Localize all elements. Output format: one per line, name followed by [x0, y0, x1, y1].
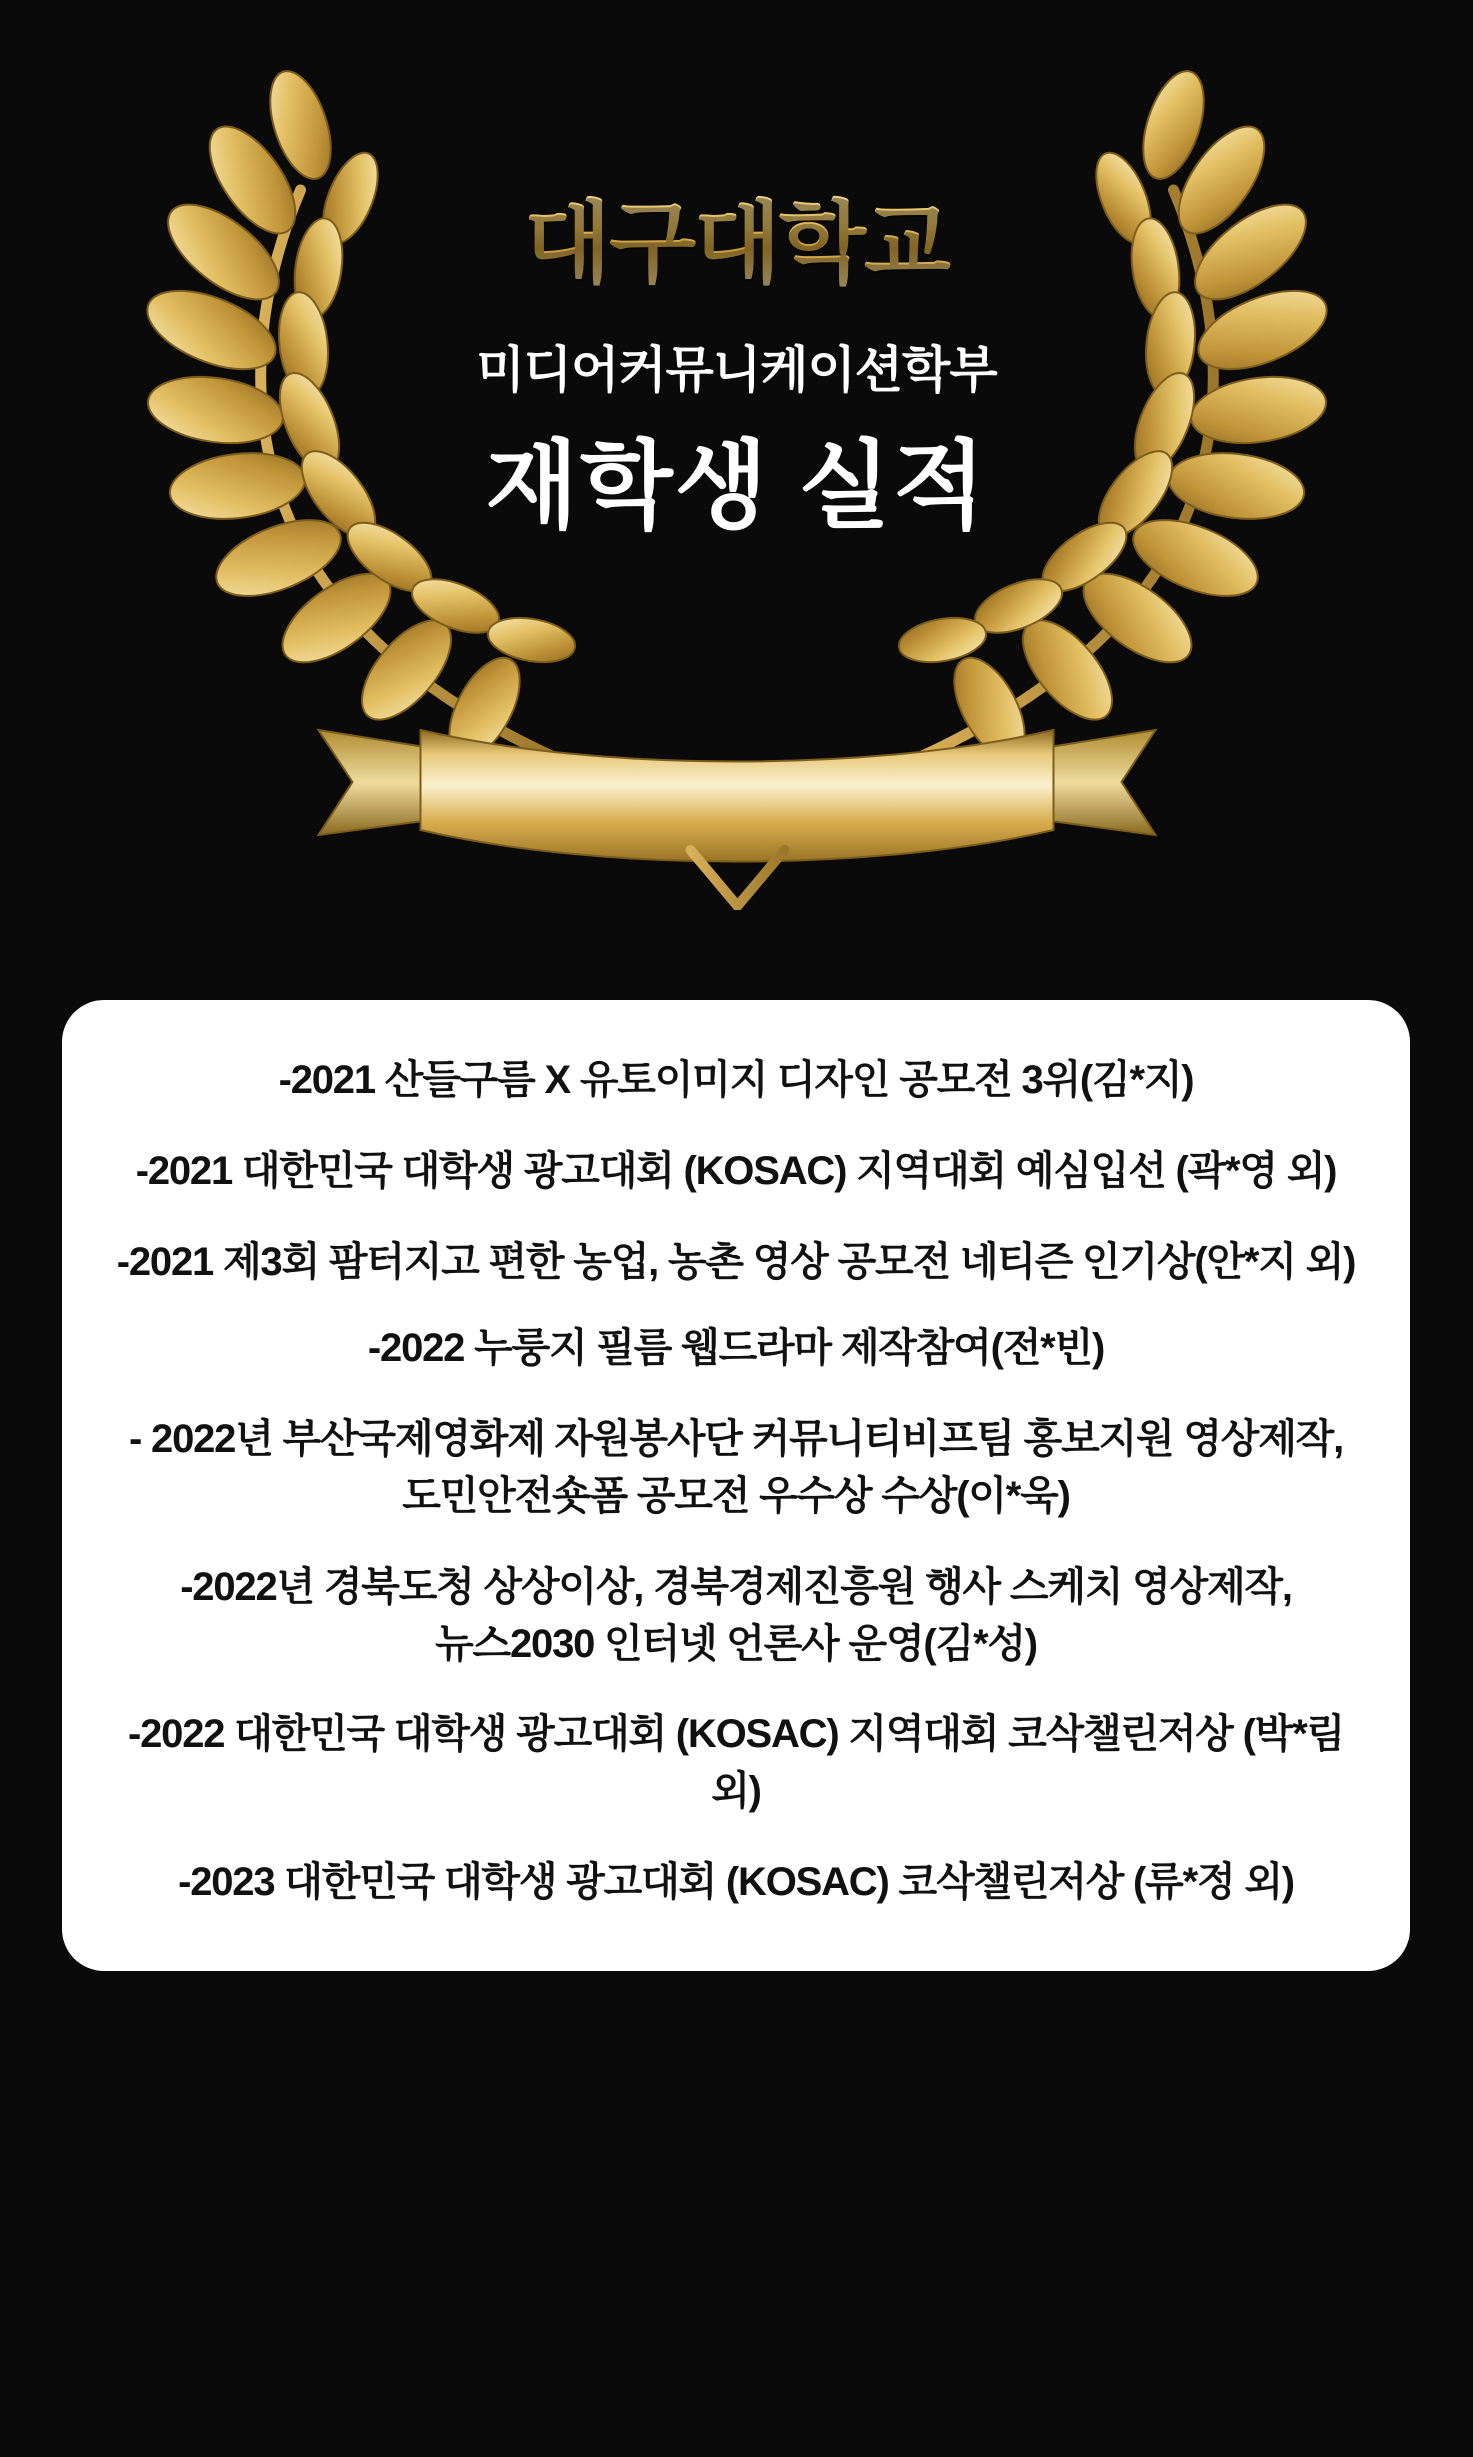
achievement-item: -2021 대한민국 대학생 광고대회 (KOSAC) 지역대회 예심입선 (곽*영 외) — [135, 1148, 1337, 1193]
university-name: 대구대학교 — [0, 170, 1473, 300]
laurel-emblem — [0, 30, 1473, 910]
laurel-wreath-icon — [0, 30, 1473, 910]
achievement-item: -2022년 경북도청 상상이상, 경북경제진흥원 행사 스케치 영상제작, 뉴스2030 인터넷 언론사 운영(김*성) — [180, 1564, 1292, 1666]
achievement-item: -2022 누룽지 필름 웹드라마 제작참여(전*빈) — [367, 1326, 1105, 1371]
achievement-item: - 2022년 부산국제영화제 자원봉사단 커뮤니티비프팀 홍보지원 영상제작, 도민안전숏폼 공모전 우수상 수상(이*욱) — [128, 1417, 1344, 1518]
achievements-card — [62, 1000, 1410, 1971]
achievement-item: -2022 대한민국 대학생 광고대회 (KOSAC) 지역대회 코삭챌린저상 (박*림 외) — [128, 1712, 1344, 1814]
department-name: 미디어커뮤니케이션학부 — [476, 342, 997, 398]
achievement-item: -2021 제3회 팜터지고 편한 농업, 농촌 영상 공모전 네티즌 인기상(안*지 외) — [116, 1239, 1356, 1284]
achievement-item: -2023 대한민국 대학생 광고대회 (KOSAC) 코삭챌린저상 (류*정 외) — [178, 1859, 1294, 1904]
page-title: 재학생 실적 — [485, 433, 988, 540]
achievement-item: -2021 산들구름 X 유토이미지 디자인 공모전 3위(김*지) — [278, 1058, 1194, 1102]
